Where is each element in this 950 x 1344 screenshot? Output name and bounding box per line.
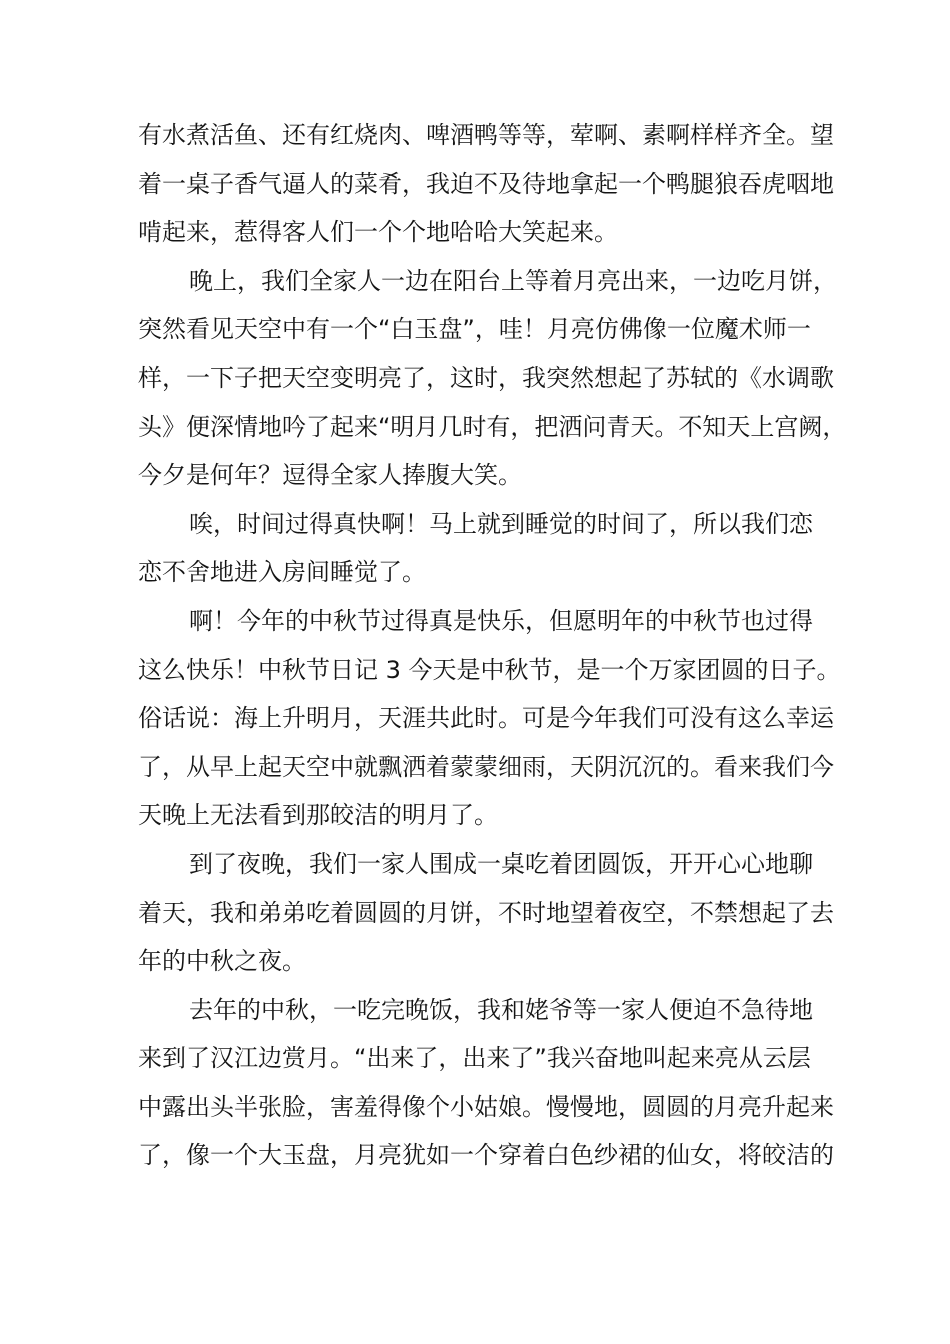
text-line: 了，像一个大玉盘，月亮犹如一个穿着白色纱裙的仙女，将皎洁的 [138, 1141, 834, 1170]
text-line: 今夕是何年？逗得全家人捧腹大笑。 [138, 461, 522, 490]
text-line: 来到了汉江边赏月。“出来了，出来了”我兴奋地叫起来亮从云层 [138, 1044, 811, 1073]
body-text [138, 115, 847, 1184]
paragraph-first-line: 唉，时间过得真快啊！马上就到睡觉的时间了，所以我们恋 [189, 509, 813, 538]
text-line: 俗话说：海上升明月，天涯共此时。可是今年我们可没有这么幸运 [138, 704, 834, 733]
text-line: 年的中秋之夜。 [138, 947, 306, 976]
paragraph-first-line: 去年的中秋，一吃完晚饭，我和姥爷等一家人便迫不急待地 [189, 995, 813, 1024]
paragraph-first-line: 到了夜晚，我们一家人围成一桌吃着团圆饭，开开心心地聊 [189, 849, 813, 878]
paragraph-first-line: 啊！今年的中秋节过得真是快乐，但愿明年的中秋节也过得 [189, 606, 813, 635]
text-line: 这么快乐！中秋节日记 3 今天是中秋节，是一个万家团圆的日子。 [138, 655, 841, 684]
text-line: 中露出头半张脸，害羞得像个小姑娘。慢慢地，圆圆的月亮升起来 [138, 1092, 834, 1121]
text-line: 恋不舍地进入房间睡觉了。 [138, 558, 426, 587]
text-line: 头》便深情地吟了起来“明月几时有，把洒问青天。不知天上宫阙， [138, 412, 847, 441]
text-line: 着一桌子香气逼人的菜肴，我迫不及待地拿起一个鸭腿狼吞虎咽地 [138, 169, 834, 198]
text-line: 啃起来，惹得客人们一个个地哈哈大笑起来。 [138, 218, 618, 247]
text-line: 了，从早上起天空中就飘洒着蒙蒙细雨，天阴沉沉的。看来我们今 [138, 752, 834, 781]
text-line: 着天，我和弟弟吃着圆圆的月饼，不时地望着夜空，不禁想起了去 [138, 898, 834, 927]
text-line: 突然看见天空中有一个“白玉盘”，哇！月亮仿佛像一位魔术师一 [138, 315, 811, 344]
text-line: 样，一下子把天空变明亮了，这时，我突然想起了苏轼的《水调歌 [138, 363, 834, 392]
text-line: 天晚上无法看到那皎洁的明月了。 [138, 801, 498, 830]
text-line: 有水煮活鱼、还有红烧肉、啤酒鸭等等，荤啊、素啊样样齐全。望 [138, 121, 834, 149]
paragraph-first-line: 晚上，我们全家人一边在阳台上等着月亮出来，一边吃月饼， [189, 266, 837, 295]
